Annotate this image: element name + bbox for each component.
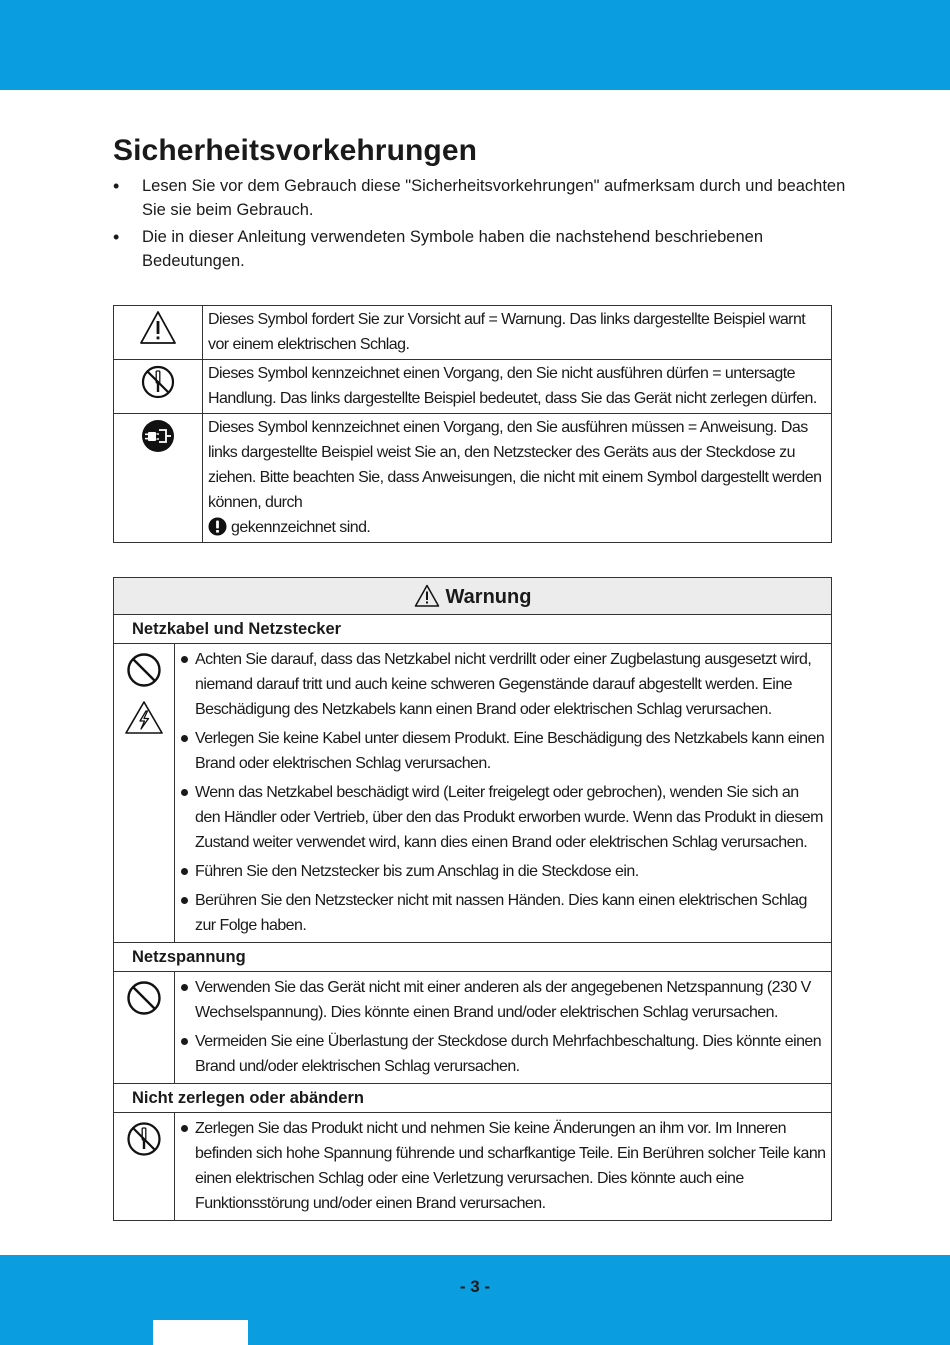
footer-tab	[153, 1320, 248, 1345]
warning-item-list	[179, 647, 827, 938]
section-title-disassembly: Nicht zerlegen oder abändern	[114, 1084, 832, 1113]
warning-heading	[114, 578, 832, 615]
page-title: Sicherheitsvorkehrungen	[113, 134, 478, 167]
no-disassembly-icon	[140, 364, 176, 400]
intro-item: • Die in dieser Anleitung verwendeten Symbole haben die nachstehend beschriebenen Bedeutungen.	[113, 226, 853, 273]
symbol-icon-cell	[114, 360, 203, 414]
mandatory-exclamation-icon	[208, 517, 227, 536]
no-disassembly-icon	[126, 1121, 162, 1157]
warning-item: Berühren Sie den Netzstecker nicht mit nassen Händen. Dies kann einen elektrischen Schlag zur Folge haben.	[179, 888, 827, 938]
warning-item: Führen Sie den Netzstecker bis zum Anschlag in die Steckdose ein.	[179, 859, 827, 884]
warning-table	[113, 577, 832, 1221]
footer-band	[0, 1255, 950, 1345]
intro-item: • Lesen Sie vor dem Gebrauch diese "Sicherheitsvorkehrungen" aufmerksam durch und beachten Sie sie beim Gebrauch.	[113, 175, 853, 222]
warning-item-list	[179, 975, 827, 1079]
section-title-voltage: Netzspannung	[114, 943, 832, 972]
symbol-row	[114, 306, 832, 360]
unplug-icon	[140, 418, 176, 454]
page-number: - 3 -	[459, 1277, 491, 1296]
warning-heading-label: Warnung	[445, 585, 532, 608]
warning-item: Vermeiden Sie eine Überlastung der Steckdose durch Mehrfachbeschaltung. Dies könnte einen Brand und/oder elektrischen Schlag verursachen.	[179, 1029, 827, 1079]
symbol-description: Dieses Symbol kennzeichnet einen Vorgang, den Sie nicht ausführen dürfen = untersagte Handlung. Das links dargestellte Beispiel bedeutet, dass Sie das Gerät nicht zerlegen dürfen.	[203, 360, 832, 414]
symbol-description	[203, 414, 832, 543]
symbol-icon-cell	[114, 414, 203, 543]
warning-triangle-icon	[139, 310, 177, 346]
section-content	[175, 644, 832, 943]
electric-shock-warning-icon	[124, 700, 164, 736]
warning-item: Verwenden Sie das Gerät nicht mit einer anderen als der angegebenen Netzspannung (230 V Wechselspannung). Dies könnte einen Brand und/oder elektrischen Schlag verursachen.	[179, 975, 827, 1025]
symbol-row	[114, 414, 832, 543]
intro-list	[113, 175, 853, 277]
symbol-row	[114, 360, 832, 414]
warning-item-list	[179, 1116, 827, 1216]
warning-item: Wenn das Netzkabel beschädigt wird (Leiter freigelegt oder gebrochen), wenden Sie sich an den Händler oder Vertrieb, über den das Produkt erworben wurde. Wenn das Produkt in diesem Zustand weiter verwendet wird, kann dies einen Brand oder elektrischen Schlag verursachen.	[179, 780, 827, 855]
warning-triangle-icon	[414, 584, 440, 608]
header-band	[0, 0, 950, 90]
symbol-description-suffix: gekennzeichnet sind.	[231, 519, 371, 536]
warning-item: Zerlegen Sie das Produkt nicht und nehmen Sie keine Änderungen an ihm vor. Im Inneren befinden sich hohe Spannung führende und scharfkantige Teile. Ein Berühren solcher Teile kann einen elektrischen Schlag oder eine Verletzung verursachen. Dies könnte auch eine Funktionsstörung und/oder einen Brand verursachen.	[179, 1116, 827, 1216]
section-title-power-cord: Netzkabel und Netzstecker	[114, 615, 832, 644]
section-icon-cell	[114, 644, 175, 943]
warning-item: Achten Sie darauf, dass das Netzkabel nicht verdrillt oder einer Zugbelastung ausgesetzt wird, niemand darauf tritt und auch keine schweren Gegenstände darauf abgestellt werden. Eine Beschädigung des Netzkabels kann einen Brand oder elektrischen Schlag verursachen.	[179, 647, 827, 722]
prohibition-icon	[126, 652, 162, 688]
prohibition-icon	[126, 980, 162, 1016]
symbol-icon-cell	[114, 306, 203, 360]
symbol-description-text: Dieses Symbol kennzeichnet einen Vorgang, den Sie ausführen müssen = Anweisung. Das links dargestellte Beispiel weist Sie an, den Netzstecker des Geräts aus der Steckdose zu ziehen. Bitte beachten Sie, dass Anweisungen, die nicht mit einem Symbol dargestellt werden können, durch	[208, 419, 822, 511]
section-icon-cell	[114, 1113, 175, 1221]
section-content	[175, 972, 832, 1084]
warning-item: Verlegen Sie keine Kabel unter diesem Produkt. Eine Beschädigung des Netzkabels kann einen Brand oder elektrischen Schlag verursachen.	[179, 726, 827, 776]
section-content	[175, 1113, 832, 1221]
symbol-description: Dieses Symbol fordert Sie zur Vorsicht auf = Warnung. Das links dargestellte Beispiel warnt vor einem elektrischen Schlag.	[203, 306, 832, 360]
symbol-legend-table	[113, 305, 832, 543]
section-icon-cell	[114, 972, 175, 1084]
